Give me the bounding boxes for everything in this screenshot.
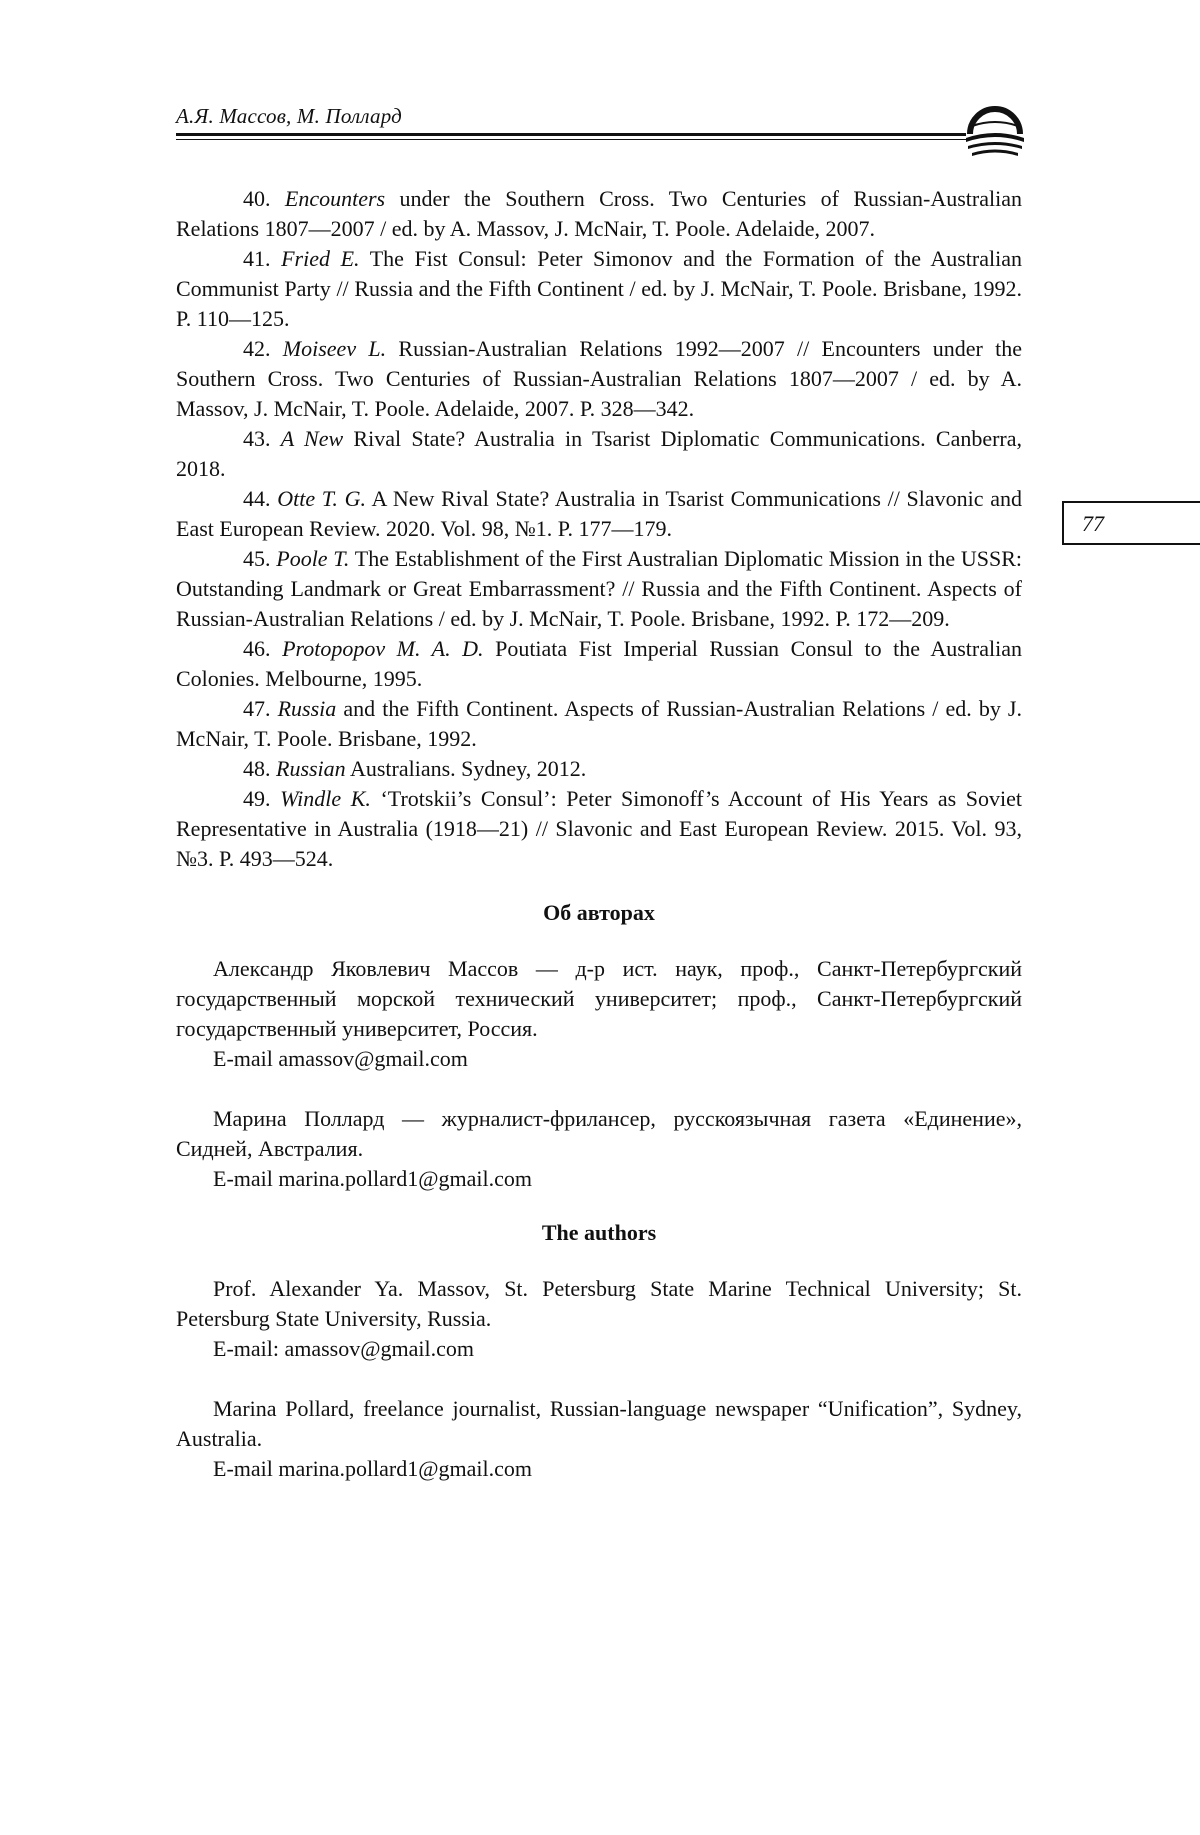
reference-item: 41. Fried E. The Fist Consul: Peter Simonov and the Formation of the Australian Communist Party // Russia and the Fifth Continent / ed. by J. McNair, T. Poole. Brisbane, 1992. P. 110—125. (176, 246, 1023, 331)
author2-bio-ru: Марина Поллард — журналист-фрилансер, русскоязычная газета «Единение», Сидней, Австралия. (176, 1106, 1022, 1161)
author1-bio-ru: Александр Яковлевич Массов — д-р ист. наук, проф., Санкт-Петербургский государственный морской технический университет; проф., Санкт-Петербургский государственный университет, Россия. (176, 956, 1022, 1041)
author2-email-ru: E-mail marina.pollard1@gmail.com (213, 1166, 532, 1191)
journal-logo-icon (962, 104, 1028, 166)
page-number: 77 (1082, 511, 1104, 536)
header-rule-thin (176, 139, 966, 140)
reference-item: 42. Moiseev L. Russian-Australian Relations 1992—2007 // Encounters under the Southern Cross. Two Centuries of Russian-Australian Relations 1807—2007 / ed. by A. Massov, J. McNair, T. Poole. Adelaide, 2007. P. 328—342. (176, 336, 1023, 421)
page-content (176, 184, 1022, 1484)
about-authors-heading-ru: Об авторах (543, 900, 655, 925)
author1-bio-en: Prof. Alexander Ya. Massov, St. Petersburg State Marine Technical University; St. Petersburg State University, Russia. (176, 1276, 1022, 1331)
author2-bio-en: Marina Pollard, freelance journalist, Russian-language newspaper “Unification”, Sydney, Australia. (176, 1396, 1022, 1451)
about-authors-heading-en: The authors (541, 1220, 657, 1245)
reference-item: 40. Encounters under the Southern Cross. Two Centuries of Russian-Australian Relations 1807—2007 / ed. by A. Massov, J. McNair, T. Poole. Adelaide, 2007. (176, 186, 1022, 241)
running-header-author: А.Я. Массов, М. Поллард (176, 104, 402, 128)
reference-item: 46. Protopopov M. A. D. Poutiata Fist Imperial Russian Consul to the Australian Colonies. Melbourne, 1995. (176, 636, 1022, 691)
author1-email-en: E-mail: amassov@gmail.com (213, 1336, 474, 1361)
reference-item: 49. Windle K. ‘Trotskii’s Consul’: Peter Simonoff’s Account of His Years as Soviet Representative in Australia (1918—21) // Slavonic and East European Review. 2015. Vol. 93, №3. P. 493—524. (176, 786, 1023, 871)
reference-item: 43. A New Rival State? Australia in Tsarist Diplomatic Communications. Canberra, 2018. (176, 426, 1023, 481)
author1-email-ru: E-mail amassov@gmail.com (213, 1046, 468, 1071)
reference-item: 48. Russian Australians. Sydney, 2012. (243, 756, 587, 781)
author2-email-en: E-mail marina.pollard1@gmail.com (213, 1456, 532, 1481)
reference-item: 44. Otte T. G. A New Rival State? Australia in Tsarist Communications // Slavonic and East European Review. 2020. Vol. 98, №1. P. 177—179. (176, 486, 1023, 541)
reference-item: 47. Russia and the Fifth Continent. Aspects of Russian-Australian Relations / ed. by J. McNair, T. Poole. Brisbane, 1992. (176, 696, 1022, 751)
reference-list (176, 184, 1022, 874)
page-number-box (1062, 501, 1200, 545)
header-rule-thick (176, 133, 966, 136)
reference-item: 45. Poole T. The Establishment of the First Australian Diplomatic Mission in the USSR: Outstanding Landmark or Great Embarrassment? // Russia and the Fifth Continent. Aspects of Russian-Australian Relations / ed. by J. McNair, T. Poole. Brisbane, 1992. P. 172—209. (176, 546, 1023, 631)
